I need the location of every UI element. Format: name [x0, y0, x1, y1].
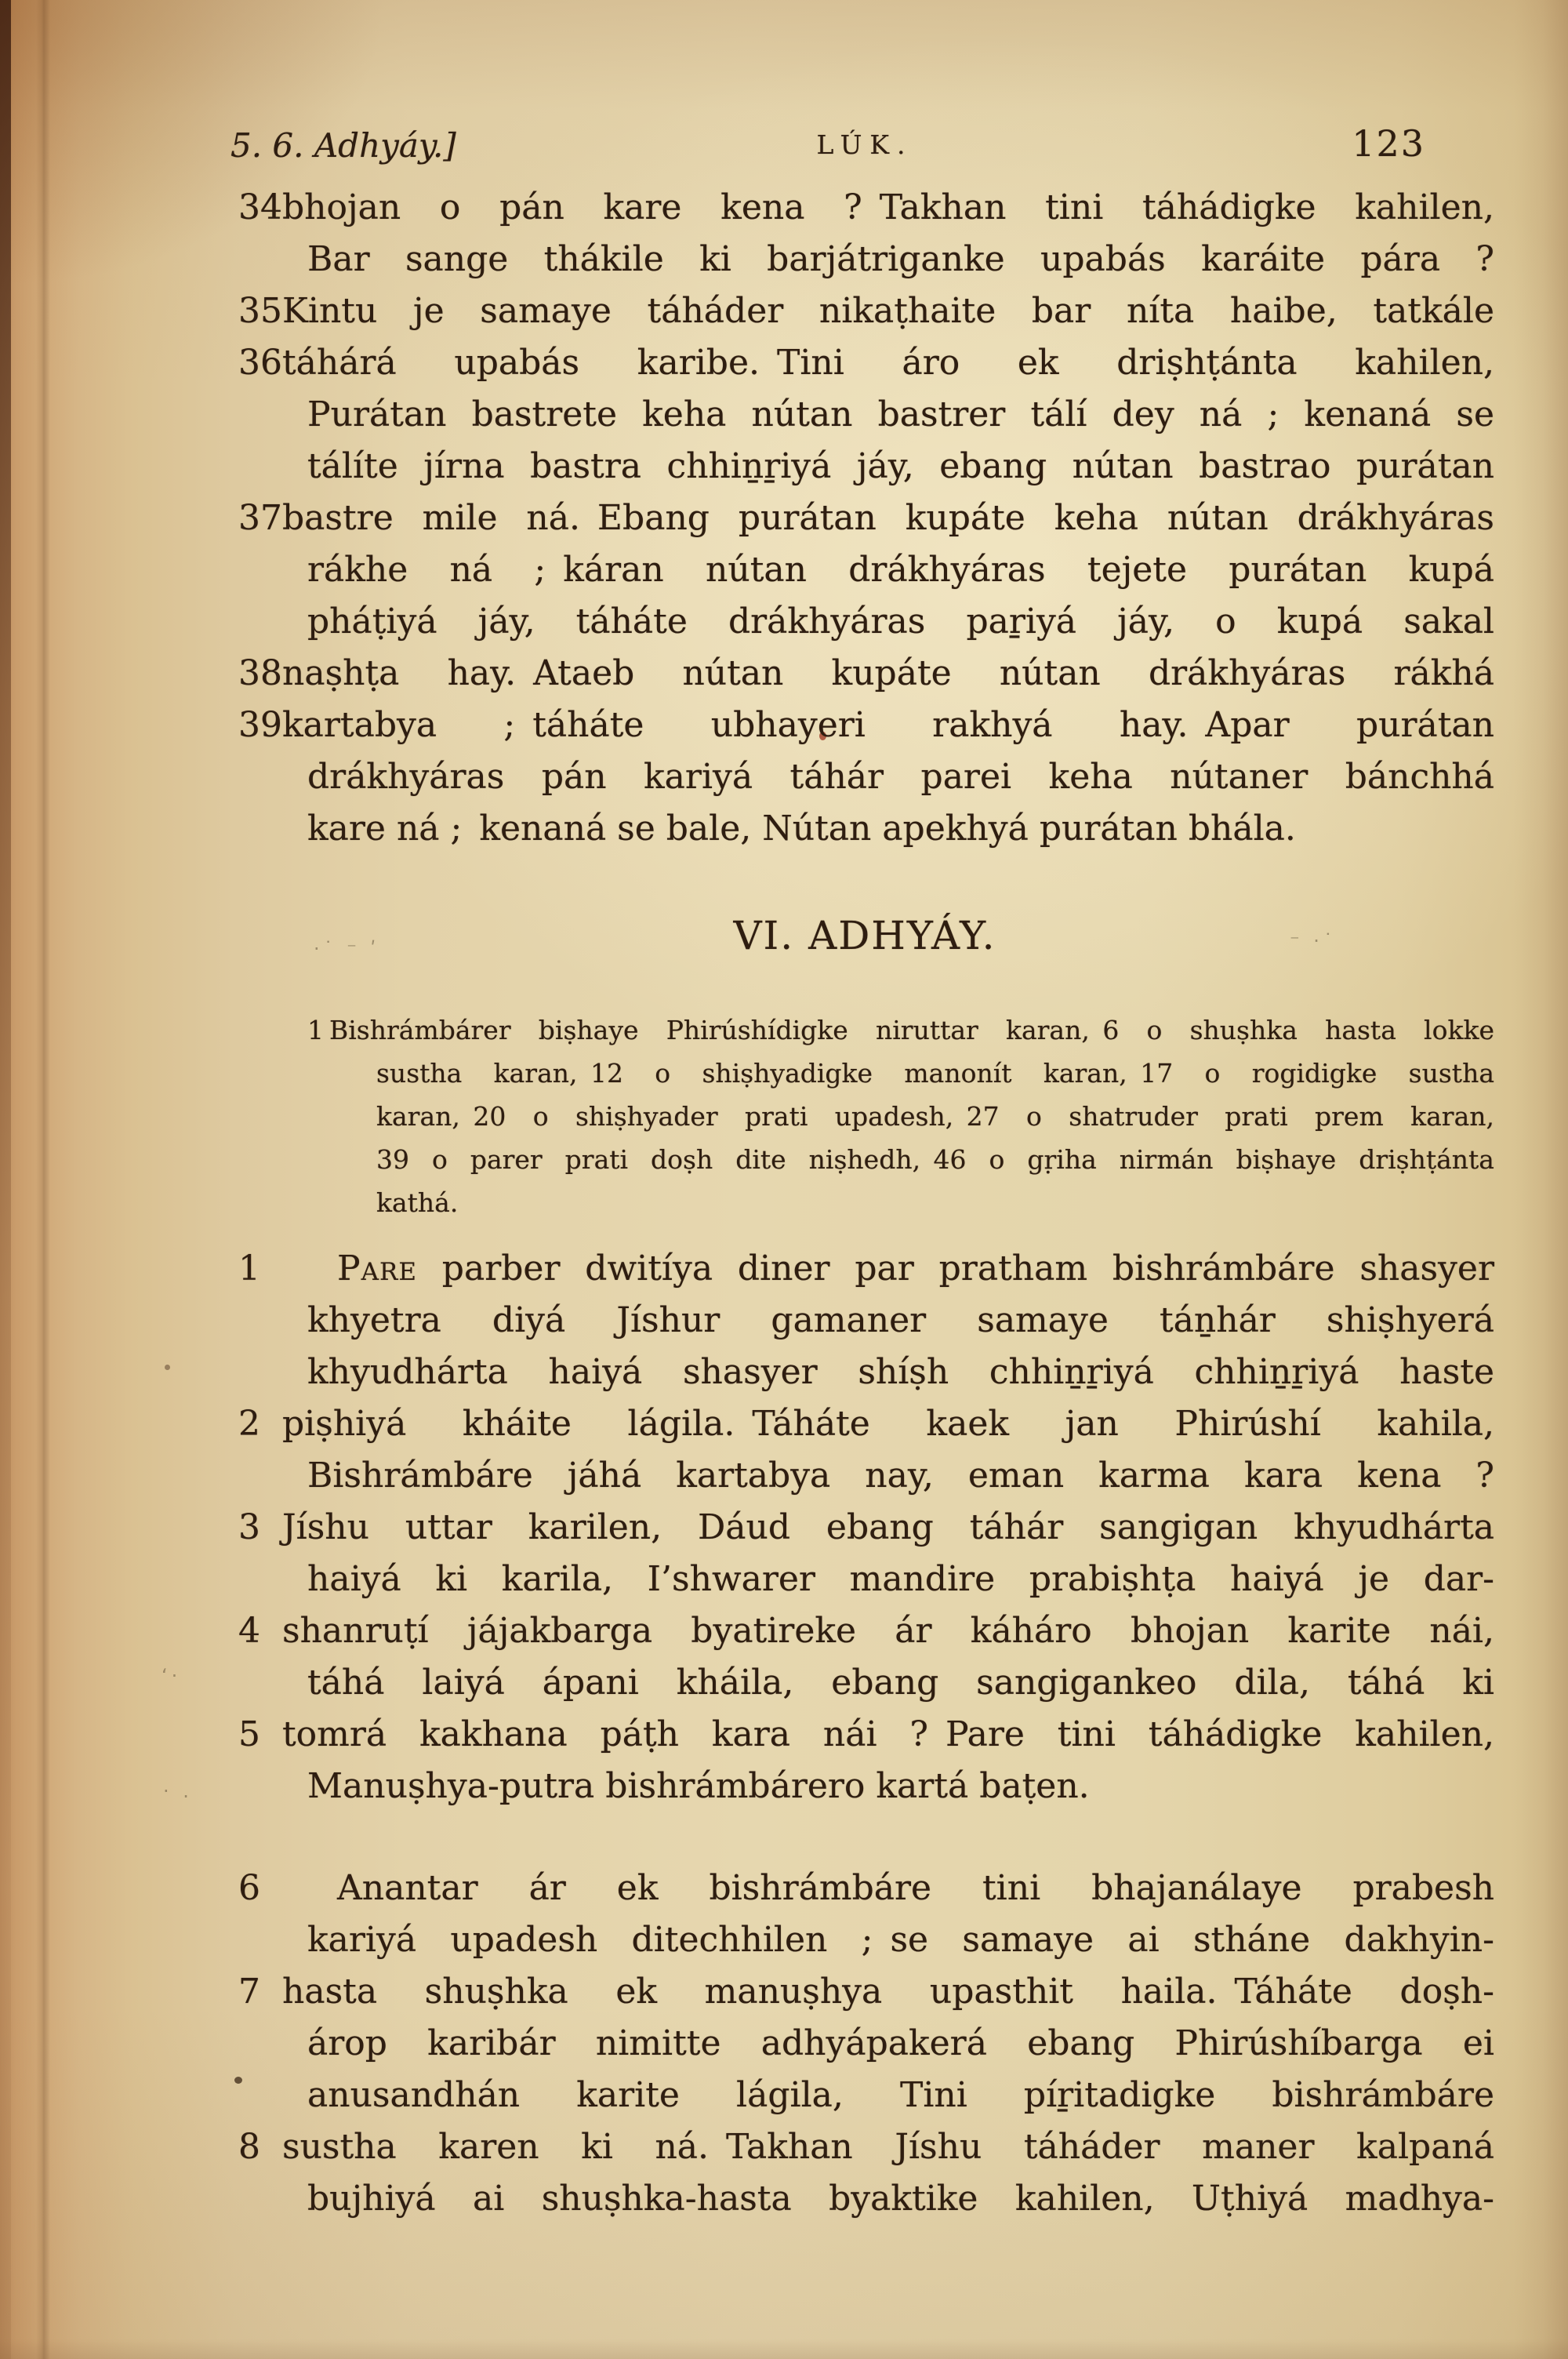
- page-bottom-edge-shadow: [0, 2339, 1568, 2359]
- line-text: táhárá upabás karibe. Tini áro ek driṣhṭánta kahilen,: [282, 343, 1494, 383]
- line-text: anusandhán karite lágila, Tini píṟitadigke bishrámbáre: [307, 2075, 1494, 2115]
- print-line: [235, 389, 1494, 441]
- print-line: [235, 1009, 1494, 1052]
- print-line: [235, 596, 1494, 648]
- print-line: [235, 1502, 1494, 1554]
- line-text: bujhiyá ai shuṣhka-hasta byaktike kahilen, Uṭhiyá madhya-: [307, 2179, 1494, 2219]
- line-text: haiyá ki karila, I’shwarer mandire prabiṣhṭa haiyá je dar-: [307, 1559, 1494, 1599]
- print-line: [235, 1914, 1494, 1966]
- verse-number: 39: [238, 705, 282, 745]
- line-text: kartabya ; táháte ubhayeri rakhyá hay. Apar purátan: [282, 705, 1494, 745]
- print-line: [235, 1554, 1494, 1605]
- print-line: [235, 1863, 1494, 1914]
- chapter-summary-block: [235, 1009, 1494, 1224]
- verse-block-chapter-5-end: [235, 182, 1494, 855]
- print-line: [235, 751, 1494, 803]
- verse-number: 36: [238, 343, 282, 383]
- line-text: khyetra diyá Jíshur gamaner samaye táṉhár shiṣhyerá: [307, 1300, 1494, 1340]
- page-right-edge-shadow: [1513, 0, 1568, 2359]
- print-line: [235, 337, 1494, 389]
- print-line: [235, 441, 1494, 493]
- line-text: Bar sange thákile ki barjátriganke upabás karáite pára ?: [307, 239, 1494, 279]
- print-line: [235, 1605, 1494, 1657]
- print-line: [235, 1709, 1494, 1761]
- line-text: pháṭiyá jáy, táháte drákhyáras paṟiyá jáy, o kupá sakal: [307, 602, 1494, 642]
- line-text: drákhyáras pán kariyá táhár parei keha nútaner bánchhá: [307, 757, 1494, 797]
- print-line: [235, 1052, 1494, 1095]
- print-line: [235, 1243, 1494, 1295]
- verse-number: 7: [238, 1972, 260, 2012]
- chapter-heading: VI. ADHYÁY.: [733, 913, 996, 958]
- line-text: Manuṣhya-putra bishrámbárero kartá baṭen.: [307, 1766, 1090, 1806]
- small-caps-word: Pare: [337, 1249, 417, 1289]
- verse-number: 8: [238, 2127, 260, 2167]
- line-text: khyudhárta haiyá shasyer shíṣh chhiṉṟiyá chhiṉṟiyá haste: [307, 1352, 1494, 1392]
- verse-number: 1: [307, 1015, 324, 1045]
- line-text: Bishrámbáre jáhá kartabya nay, eman karma kara kena ?: [307, 1456, 1494, 1496]
- line-text: kathá.: [376, 1187, 459, 1218]
- line-text: sustha karen ki ná. Takhan Jíshu táháder maner kalpaná: [282, 2127, 1494, 2167]
- margin-smudge-verse-4: ʻ·: [162, 1665, 182, 1687]
- line-text: Bishrámbárer biṣhaye Phirúshídigke niruttar karan, 6 o shuṣhka hasta lokke: [329, 1015, 1494, 1045]
- print-line: [235, 700, 1494, 751]
- print-line: [235, 1657, 1494, 1709]
- verse-number: 37: [238, 498, 282, 538]
- verse-number: 2: [238, 1404, 260, 1444]
- line-text: kariyá upadesh ditechhilen ; se samaye ai stháne dakhyin-: [307, 1920, 1494, 1960]
- print-line: [235, 648, 1494, 700]
- print-line: [235, 2070, 1494, 2121]
- line-text: naṣhṭa hay. Ataeb nútan kupáte nútan drákhyáras rákhá: [282, 653, 1494, 693]
- verse-number: 38: [238, 653, 282, 693]
- running-header: [230, 102, 1494, 165]
- margin-smudge-verse-5: · .: [163, 1780, 193, 1802]
- verse-number: 3: [238, 1507, 260, 1547]
- line-text: Jíshu uttar karilen, Dáud ebang táhár sangigan khyudhárta: [282, 1507, 1494, 1547]
- print-line: [235, 1347, 1494, 1398]
- line-text: Purátan bastrete keha nútan bastrer tálí dey ná ; kenaná se: [307, 394, 1494, 434]
- print-line: [235, 1295, 1494, 1347]
- verse-block-chapter-6: [235, 1243, 1494, 2225]
- line-text: piṣhiyá kháite lágila. Táháte kaek jan Phirúshí kahila,: [282, 1404, 1494, 1444]
- verse-number: 34: [238, 187, 282, 227]
- line-text: karan, 20 o shiṣhyader prati upadesh, 27 o shatruder prati prem karan,: [376, 1101, 1494, 1132]
- print-line: [235, 1181, 1494, 1224]
- line-text: kare ná ; kenaná se bale, Nútan apekhyá purátan bhála.: [307, 809, 1296, 849]
- verse-number: 5: [238, 1714, 260, 1754]
- line-text: tomrá kakhana páṭh kara nái ? Pare tini táhádigke kahilen,: [282, 1714, 1494, 1754]
- printed-text-block: [230, 102, 1494, 2225]
- line-text: rákhe ná ; káran nútan drákhyáras tejete purátan kupá: [307, 550, 1494, 590]
- page-gutter-shadow: [0, 0, 11, 2359]
- print-line: [235, 2018, 1494, 2070]
- verse-number: 4: [238, 1611, 260, 1651]
- print-line: [235, 544, 1494, 596]
- line-text: shanruṭí jájakbarga byatireke ár káháro bhojan karite nái,: [282, 1611, 1494, 1651]
- line-text: bhojan o pán kare kena ? Takhan tini táhádigke kahilen,: [282, 187, 1494, 227]
- header-chapter-reference: 5. 6. Adhyáy.]: [230, 126, 456, 165]
- line-text: árop karibár nimitte adhyápakerá ebang Phirúshíbarga ei: [307, 2023, 1494, 2063]
- print-line: [235, 1450, 1494, 1502]
- page-crease-line: [36, 0, 50, 2359]
- line-text: Kintu je samaye táháder nikaṭhaite bar níta haibe, tatkále: [282, 291, 1494, 331]
- line-text: Anantar ár ek bishrámbáre tini bhajanálaye prabesh: [337, 1868, 1494, 1908]
- paper-speck: [165, 1365, 170, 1370]
- verse-number: 35: [238, 291, 282, 331]
- paragraph-gap: [235, 1812, 1494, 1863]
- print-line: [235, 493, 1494, 544]
- line-text: Pare parber dwitíya diner par pratham bishrámbáre shasyer: [337, 1249, 1494, 1289]
- line-text: bastre mile ná. Ebang purátan kupáte keha nútan drákhyáras: [282, 498, 1494, 538]
- line-text: 39 o parer prati doṣh dite niṣhedh, 46 o gṛiha nirmán biṣhaye driṣhṭánta: [376, 1144, 1494, 1175]
- line-text: tálíte jírna bastra chhiṉṟiyá jáy, ebang nútan bastrao purátan: [307, 446, 1494, 486]
- print-line: [235, 803, 1494, 855]
- print-line: [235, 1966, 1494, 2018]
- print-line: [235, 1761, 1494, 1812]
- print-line: [235, 1138, 1494, 1181]
- pencil-smudge-right-of-heading: ⁻ ·˙: [1290, 930, 1337, 952]
- page-number: 123: [1352, 122, 1425, 165]
- line-text: hasta shuṣhka ek manuṣhya upasthit haila. Táháte doṣh-: [282, 1972, 1494, 2012]
- line-text: sustha karan, 12 o shiṣhyadigke manonít karan, 17 o rogidigke sustha: [376, 1058, 1494, 1089]
- print-line: [235, 234, 1494, 285]
- print-line: [235, 285, 1494, 337]
- print-line: [235, 2173, 1494, 2225]
- verse-number: 1: [238, 1249, 260, 1289]
- print-line: [235, 182, 1494, 234]
- pencil-smudge-left-of-heading: ·˙ ⁻ ʹ: [314, 938, 380, 960]
- header-book-title: LÚK.: [816, 129, 913, 160]
- print-line: [235, 2121, 1494, 2173]
- verse-number: 6: [238, 1868, 260, 1908]
- line-text: táhá laiyá ápani kháila, ebang sangigankeo dila, táhá ki: [307, 1663, 1494, 1703]
- print-line: [235, 1398, 1494, 1450]
- print-line: [235, 1095, 1494, 1138]
